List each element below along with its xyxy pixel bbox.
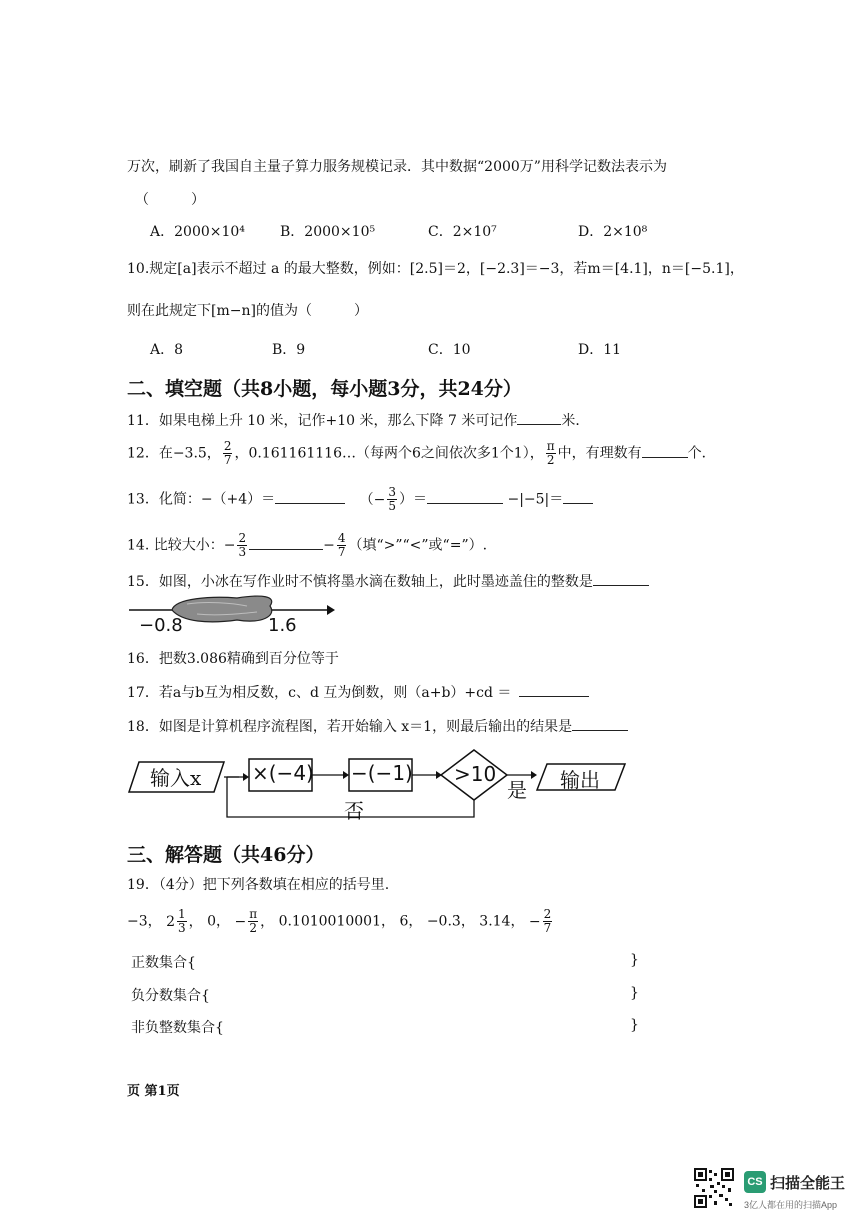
q10-option-d: D．11: [578, 342, 622, 358]
q12-pre: 12．在−3.5，: [127, 445, 221, 462]
q19-number-4: − $\frac{\pi}{2}$ ，: [234, 907, 275, 935]
ink-blot: [172, 596, 272, 622]
axis-label-left: −0.8: [139, 615, 183, 636]
q10-option-a: A．8: [150, 342, 184, 358]
set-nonneg-integer-field[interactable]: [240, 1017, 622, 1035]
q18-answer-blank[interactable]: [572, 730, 628, 731]
q15-answer-blank[interactable]: [593, 585, 649, 586]
flow-no-label: 否: [344, 799, 364, 823]
q19-text: 19．（4分）把下列各数填在相应的括号里.: [127, 877, 390, 893]
flow-output-label: 输出: [560, 768, 600, 792]
q13-blank-2[interactable]: [427, 503, 503, 504]
q11-answer-blank[interactable]: [517, 424, 561, 425]
q13-blank-1[interactable]: [275, 503, 345, 504]
q11: [127, 410, 589, 430]
q19-number-1: −3，: [127, 913, 162, 930]
q13-mid-post: ）＝: [399, 491, 428, 508]
q9-answer-paren: （ ）: [135, 192, 205, 208]
q14-fraction-2: $\frac{4}{7}$: [337, 531, 346, 559]
q12-fraction-2: $\frac{\pi}{2}$: [546, 439, 555, 467]
q10-line2: 则在此规定下[m−n]的值为（ ）: [127, 303, 368, 319]
set-positive-field[interactable]: [226, 952, 622, 970]
set-positive-close: }: [630, 952, 639, 968]
q14-post: （填“>”“<”或“=”）.: [348, 537, 488, 554]
set-negative-fraction-label: 负分数集合{: [131, 988, 210, 1004]
q19-number-8: 3.14，: [479, 913, 525, 930]
q11-tail: 米．: [561, 413, 590, 429]
q12-answer-blank[interactable]: [642, 457, 688, 458]
q14-answer-blank[interactable]: [249, 549, 323, 550]
q13-blank-3[interactable]: [563, 503, 593, 504]
flow-condition-label: >10: [454, 762, 497, 786]
qr-code-icon: [694, 1168, 734, 1208]
q14: [127, 532, 487, 559]
number-line-arrow: [327, 605, 335, 615]
q11-text: 11．如果电梯上升 10 米，记作+10 米，那么下降 7 米可记作: [127, 413, 518, 429]
q18-flowchart: [127, 748, 627, 824]
scanner-slogan: 3亿人都在用的扫描App: [744, 1200, 838, 1210]
q13-post: −|−5|＝: [507, 491, 564, 508]
q9-option-b: B．2000×10⁵: [280, 224, 376, 240]
set-nonneg-integer-close: }: [630, 1017, 639, 1033]
q19-number-3: 0，: [207, 913, 231, 930]
q9-option-d: D．2×10⁸: [578, 224, 648, 240]
q12-mid: ，0.161161116…（每两个6之间依次多1个1），: [234, 445, 544, 462]
scanner-name: 扫描全能王: [770, 1175, 846, 1192]
q12: [127, 440, 716, 467]
flow-arrow-1-head: [243, 773, 249, 781]
q9-option-a: A．2000×10⁴: [150, 224, 245, 240]
q18-text: 18．如图是计算机程序流程图，若开始输入 x＝1，则最后输出的结果是: [127, 719, 573, 735]
set-positive-label: 正数集合{: [131, 955, 196, 971]
q16-text: 16．把数3.086精确到百分位等于: [127, 651, 339, 667]
q13: [127, 486, 593, 513]
set-negative-fraction-close: }: [630, 985, 639, 1001]
q15-text: 15．如图，小冰在写作业时不慎将墨水滴在数轴上，此时墨迹盖住的整数是: [127, 574, 593, 590]
q14-fraction-1: $\frac{2}{3}$: [238, 531, 247, 559]
q10-line1: 10.规定[a]表示不超过 a 的最大整数，例如：[2.5]＝2，[−2.3]＝−3，若m＝[4.1]，n＝[−5.1]，: [127, 261, 744, 277]
q18: [127, 716, 628, 736]
q12-tail: 个．: [687, 445, 716, 462]
flow-step2-label: −(−1): [351, 761, 413, 785]
q19-number-5: 0.1010010001，: [278, 913, 395, 930]
set-nonneg-integer-label: 非负整数集合{: [131, 1020, 224, 1036]
q17: [127, 682, 589, 702]
q15: [127, 571, 649, 591]
q14-mid: −: [323, 537, 335, 554]
set-negative-fraction-field[interactable]: [226, 985, 622, 1003]
q10-option-c: C．10: [428, 342, 471, 358]
q9-option-c: C．2×10⁷: [428, 224, 497, 240]
q14-pre: 14. 比较大小：−: [127, 537, 236, 554]
q9-text: 万次，刷新了我国自主量子算力服务规模记录．其中数据“2000万”用科学记数法表示为: [127, 159, 667, 175]
flow-arrow-yes-head: [531, 771, 537, 779]
q17-text: 17．若a与b互为相反数，c、d 互为倒数，则（a+b）+cd ＝: [127, 685, 512, 701]
section-3-heading: 三、解答题（共46分）: [127, 844, 325, 866]
axis-label-right: 1.6: [268, 615, 297, 636]
q13-mid-pre: （−: [359, 491, 386, 508]
flow-step1-label: ×(−4): [252, 761, 314, 785]
page-footer: 页 第1页: [127, 1084, 180, 1099]
q17-answer-blank[interactable]: [519, 696, 589, 697]
section-2-heading: 二、填空题（共8小题，每小题3分，共24分）: [127, 378, 522, 400]
q19-number-7: −0.3̇，: [426, 913, 475, 930]
q16: [127, 648, 339, 668]
q12-fraction-1: $\frac{2}{7}$: [223, 439, 232, 467]
flow-yes-label: 是: [507, 778, 527, 802]
q19-number-6: 6，: [399, 913, 423, 930]
q13-fraction: $\frac{3}{5}$: [388, 485, 397, 513]
q10-option-b: B．9: [272, 342, 306, 358]
q12-post: 中，有理数有: [557, 445, 642, 462]
q19-numbers: [127, 908, 554, 935]
flow-arrow-2-head: [343, 771, 349, 779]
scanner-logo-icon: CS: [744, 1171, 766, 1193]
q19-number-9: − $\frac{2}{7}$: [528, 907, 552, 935]
q19-number-2: 2 $\frac{1}{3}$ ，: [166, 907, 203, 935]
flow-input-label: 输入x: [150, 766, 202, 790]
q13-pre: 13．化简：−（+4）＝: [127, 491, 276, 508]
